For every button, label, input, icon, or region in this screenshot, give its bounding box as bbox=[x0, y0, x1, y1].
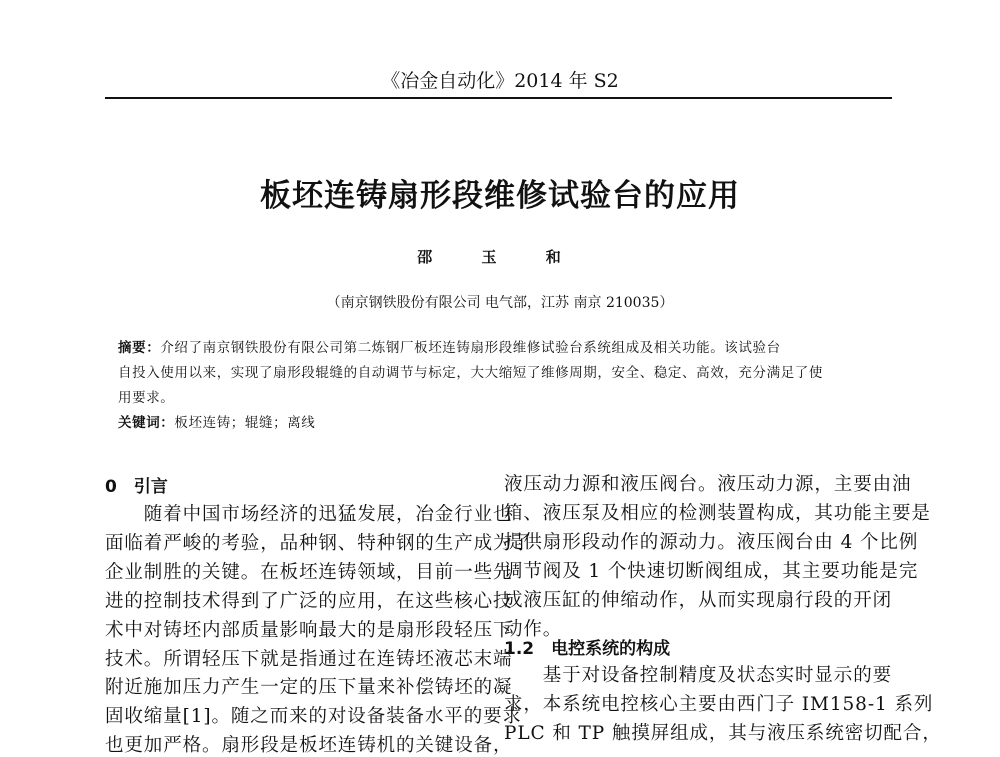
body-text-line: 也更加严格。扇形段是板坯连铸机的关键设备， bbox=[105, 735, 513, 757]
body-text-line: 液压动力源和液压阀台。液压动力源，主要由油 bbox=[504, 474, 912, 495]
body-text-line: 固收缩量[1]。随之而来的对设备装备水平的要求 bbox=[105, 706, 522, 728]
body-text-line: 术中对铸坯内部质量影响最大的是扇形段轻压下 bbox=[105, 619, 513, 641]
body-text-line: 面临着严峻的考验，品种钢、特种钢的生产成为了 bbox=[105, 532, 532, 554]
author: 邵 玉 和 bbox=[417, 248, 583, 266]
abstract-text: 介绍了南京钢铁股份有限公司第二炼钢厂板坯连铸扇形段维修试验台系统组成及相关功能。该试验台 bbox=[160, 340, 781, 356]
body-text-line: 附近施加压力产生一定的压下量来补偿铸坯的凝 bbox=[105, 677, 513, 699]
journal-header: 《冶金自动化》2014 年 S2 bbox=[381, 70, 619, 92]
body-text-line: 动作。 bbox=[504, 618, 563, 640]
body-text-line: 箱、液压泵及相应的检测装置构成，其功能主要是 bbox=[504, 502, 931, 524]
header-rule bbox=[105, 97, 892, 99]
abstract-line: 用要求。 bbox=[118, 390, 175, 406]
keywords-line bbox=[118, 411, 315, 431]
body-text-line: 调节阀及 1 个快速切断阀组成，其主要功能是完 bbox=[504, 560, 919, 582]
article-title: 板坯连铸扇形段维修试验台的应用 bbox=[260, 178, 740, 214]
abstract-label: 摘要： bbox=[118, 340, 161, 356]
body-text-line: 基于对设备控制精度及状态实时显示的要 bbox=[504, 665, 893, 686]
body-text-line: 技术。所谓轻压下就是指通过在连铸坯液芯末端 bbox=[105, 648, 513, 670]
body-text-line: 提供扇形段动作的源动力。液压阀台由 4 个比例 bbox=[504, 531, 919, 553]
body-text-line: 进的控制技术得到了广泛的应用，在这些核心技 bbox=[105, 590, 513, 612]
affiliation: （南京钢铁股份有限公司 电气部，江苏 南京 210035） bbox=[326, 295, 674, 311]
body-text-line: 企业制胜的关键。在板坯连铸领域，目前一些先 bbox=[105, 561, 513, 583]
abstract-line bbox=[118, 336, 781, 356]
section-heading: 0 引言 bbox=[105, 477, 168, 497]
section-heading: 1.2 电控系统的构成 bbox=[504, 639, 671, 659]
abstract-line: 自投入使用以来，实现了扇形段辊缝的自动调节与标定，大大缩短了维修周期，安全、稳定、高效，充分满足了使 bbox=[118, 365, 823, 381]
keywords-text: 板坯连铸；辊缝；离线 bbox=[174, 415, 316, 431]
body-text-line: 求，本系统电控核心主要由西门子 IM158-1 系列 bbox=[504, 694, 934, 715]
keywords-label: 关键词： bbox=[118, 415, 175, 431]
body-text-line: PLC 和 TP 触摸屏组成，其与液压系统密切配合， bbox=[504, 723, 942, 744]
body-text-line: 成液压缸的伸缩动作，从而实现扇行段的开闭 bbox=[504, 589, 893, 611]
body-text-line: 随着中国市场经济的迅猛发展，冶金行业也 bbox=[105, 504, 513, 525]
